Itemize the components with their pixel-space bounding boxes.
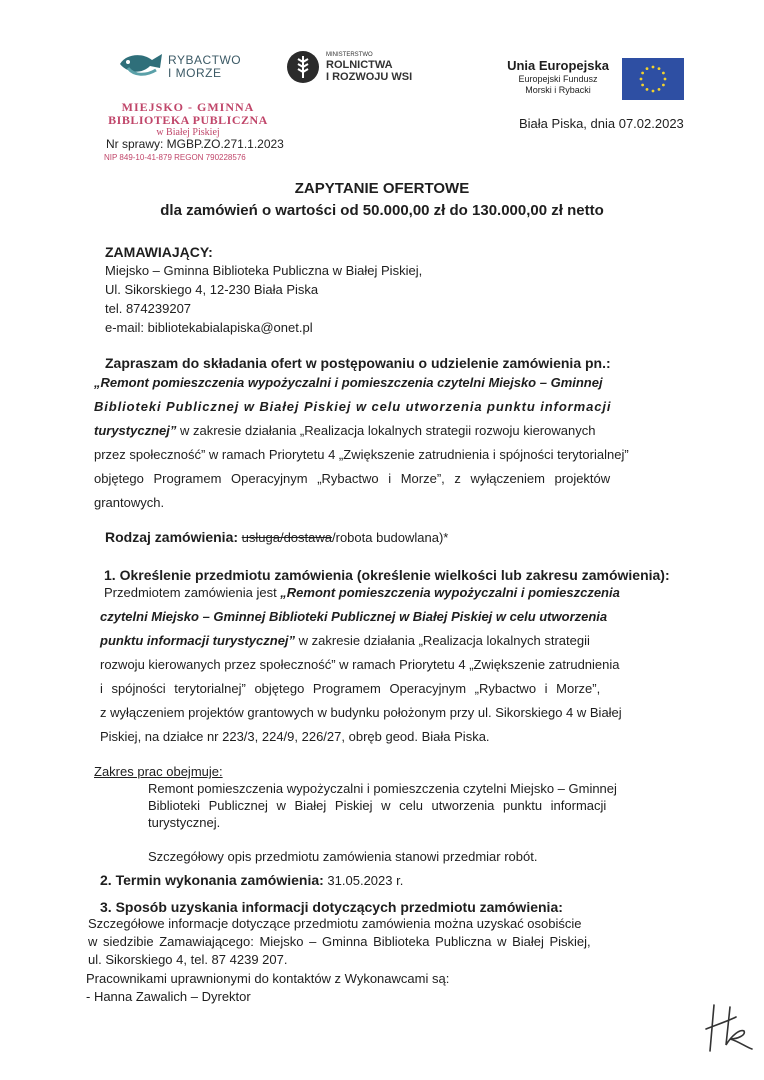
section-1-line-1-pre: Przedmiotem zamówienia jest [104,585,281,600]
order-type-rest: /robota budowlana)* [332,530,449,545]
stamp-nip-regon: NIP 849-10-41-879 REGON 790228576 [104,153,246,162]
eu-flag-icon [622,58,684,100]
order-type [105,528,448,547]
rybactwo-line1: RYBACTWO [168,53,242,67]
section-1-line-2: czytelni Miejsko – Gminnej Biblioteki Publicznej w Białej Piskiej w celu utworzenia [100,609,608,624]
stamp-line2: BIBLIOTEKA PUBLICZNA [108,113,268,127]
scope-line-3: turystycznej. [148,815,221,830]
invitation-line-1 [94,374,678,392]
scope-heading: Zakres prac obejmuje: [94,764,223,779]
section-1-line-7: Piskiej, na działce nr 223/3, 224/9, 226/27, obręb geod. Biała Piska. [100,729,490,744]
section-3-line-4: Pracownikami uprawnionymi do kontaktów z Wykonawcami są: [86,971,450,986]
section-1 [100,566,678,748]
library-stamp [100,101,276,138]
section-1-line-1 [104,584,620,602]
buyer-address: Ul. Sikorskiego 4, 12-230 Biała Piska [105,282,319,297]
section-3-line-2: w siedzibie Zamawiającego: Miejsko – Gminna Biblioteka Publiczna w Białej Piskiej, [88,934,591,949]
invitation-line-6: grantowych. [94,495,165,510]
section-1-heading: 1. Określenie przedmiotu zamówienia (określenie wielkości lub zakresu zamówienia): [104,567,670,583]
section-1-line-1-bold: „Remont pomieszczenia wypożyczalni i pomieszczenia [280,585,620,600]
scope-detail: Szczegółowy opis przedmiotu zamówienia stanowi przedmiar robót. [148,849,538,864]
section-3-heading: 3. Sposób uzyskania informacji dotyczących przedmiotu zamówienia: [100,899,563,915]
fish-icon [116,48,164,82]
wheat-icon [286,50,320,84]
buyer-name: Miejsko – Gminna Biblioteka Publiczna w Białej Piskiej, [105,263,423,278]
section-1-line-4: rozwoju kierowanych przez społeczność” w ramach Priorytetu 4 „Zwiększenie zatrudnienia [100,657,620,672]
scope-block [148,780,672,834]
scope-line-1: Remont pomieszczenia wypożyczalni i pomieszczenia czytelni Miejsko – Gminnej [148,781,617,796]
section-1-line-3-bold: punktu informacji turystycznej” [100,633,296,648]
section-2-label: 2. Termin wykonania zamówienia: [100,872,324,888]
section-1-line-5: i spójności terytorialnej” objętego Programem Operacyjnym „Rybactwo i Morze”, [100,681,601,696]
buyer-block [105,243,665,343]
rybactwo-logo [116,48,246,84]
invitation-line-4: przez społeczność” w ramach Priorytetu 4 „Zwiększenie zatrudnienia i spójności terytorialnej” [94,447,629,462]
ministry-line2: I ROZWOJU WSI [326,71,413,83]
signature-initials [700,995,756,1053]
invitation-line-5: objętego Programem Operacyjnym „Rybactwo i Morze”, z wyłączeniem projektów [94,471,611,486]
section-3-block [88,915,674,1007]
eu-line2: Morski i Rybacki [525,85,591,95]
invitation-line-1-text: „Remont pomieszczenia wypożyczalni i pomieszczenia czytelni Miejsko – Gminnej [94,375,603,390]
case-number: Nr sprawy: MGBP.ZO.271.1.2023 [106,137,284,151]
section-2-value: 31.05.2023 r. [323,873,404,888]
stamp-line3: w Białej Piskiej [156,127,220,138]
order-type-struck: usługa/dostawa [241,530,332,545]
invitation-heading: Zapraszam do składania ofert w postępowaniu o udzielenie zamówienia pn.: [105,355,611,371]
invitation-line-3 [94,422,595,440]
invitation-block [94,354,678,514]
buyer-email: e-mail: bibliotekabialapiska@onet.pl [105,320,313,335]
eu-title: Unia Europejska [507,58,609,73]
stamp-line1: MIEJSKO - GMINNA [121,100,255,114]
place-date: Biała Piska, dnia 07.02.2023 [519,116,684,131]
invitation-line-3-rest: w zakresie działania „Realizacja lokalnych strategii rozwoju kierowanych [176,423,596,438]
rybactwo-line2: I MORZE [168,66,222,80]
ministry-logo [286,50,426,86]
section-1-line-3-rest: w zakresie działania „Realizacja lokalnych strategii [295,633,590,648]
order-type-label: Rodzaj zamówienia: [105,529,239,545]
scope-line-2: Biblioteki Publicznej w Białej Piskiej w celu utworzenia punktu informacji [148,798,607,813]
section-1-line-6: z wyłączeniem projektów grantowych w budynku położonym przy ul. Sikorskiego 4 w Białej [100,705,622,720]
ministry-line1: ROLNICTWA [326,59,393,71]
section-3-line-5: - Hanna Zawalich – Dyrektor [86,989,251,1004]
eu-line1: Europejski Fundusz [518,74,598,84]
invitation-line-3-bold: turystycznej” [94,423,177,438]
invitation-line-2: Biblioteki Publicznej w Białej Piskiej w celu utworzenia punktu informacji [94,399,612,414]
ministry-small: MINISTERSTWO [326,52,373,58]
section-1-line-3 [100,632,590,650]
page-title: ZAPYTANIE OFERTOWE [294,180,470,197]
eu-logo [502,58,687,102]
section-3-line-1: Szczegółowe informacje dotyczące przedmiotu zamówienia można uzyskać osobiście [88,916,582,931]
buyer-phone: tel. 874239207 [105,301,192,316]
section-3-line-3: ul. Sikorskiego 4, tel. 87 4239 207. [88,952,288,967]
page-subtitle: dla zamówień o wartości od 50.000,00 zł do 130.000,00 zł netto [160,202,604,219]
section-2 [100,870,403,891]
buyer-heading: ZAMAWIAJĄCY: [105,244,213,260]
